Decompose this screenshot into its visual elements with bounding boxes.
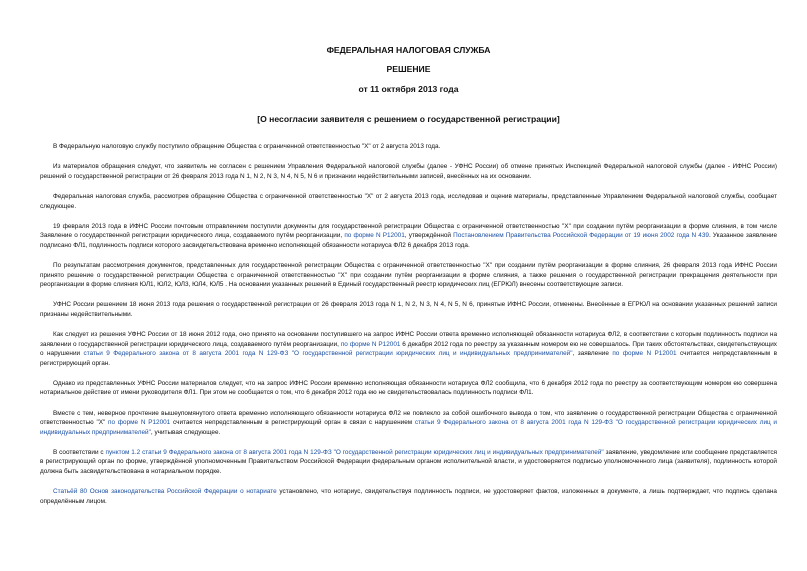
paragraph-11 [40,487,777,506]
paragraph-text: установлено, что нотариус, свидетельствуя подлинность подписи, не удостоверяет фактов, изложенных в документе, а лишь подтверждает, что подпись сделана определённым лицом. [40,488,777,505]
paragraph-text: . Указанное заявление подписано ФЛ1, подлинность подписи которого засвидетельствована временно исполняющей обязанности нотариуса ФЛ2 6 декабря 2013 года. [40,232,778,249]
paragraph-text: считается непредставленным в регистрирующий орган в связи с нарушением [170,419,415,427]
document-date: от 11 октября 2013 года [358,84,459,94]
paragraph-9 [40,409,777,437]
agency-title: ФЕДЕРАЛЬНАЯ НАЛОГОВАЯ СЛУЖБА [326,45,491,55]
paragraph-text: Вместе с тем, неверное прочтение вышеупомянутого ответа временно исполняющего обязанности нотариуса ФЛ2 не повлекло за собой ошибочного вывода о том, что заявление о государственной регистрации Общества с ограниченной ответственностью "Х" [40,409,777,427]
paragraph-text: , заявление [572,350,613,358]
paragraph-3 [40,192,777,211]
paragraph-text: В соответствии с [53,448,106,456]
document-body [40,142,777,506]
document-type: РЕШЕНИЕ [386,64,431,74]
document-subject: [О несогласии заявителя с решением о государственной регистрации] [257,114,560,124]
paragraph-2 [40,162,777,181]
paragraph-1 [40,142,777,151]
paragraph-text: Федеральная налоговая служба, рассмотрев обращение Общества с ограниченной ответственностью "Х" от 2 августа 2013 года, исследовав и оценив материалы, представленные Управлением Федеральной налоговой службы, сообщает следующее. [40,193,777,210]
link-form-r12001[interactable]: по форме N Р12001 [340,340,401,348]
link-law-129fz-article-9-clause-1-2[interactable]: пунктом 1.2 статьи 9 Федерального закона от 8 августа 2001 года N 129-ФЗ "О государственной регистрации юридических лиц и индивидуальных предпринимателей" [105,448,604,456]
paragraph-text: 19 февраля 2013 года в ИФНС России почтовым отправлением поступили документы для государственной регистрации Общества с ограниченной ответственностью "Х" при создании путём реорганизации в форме слияния, в том числе Заявление о государственной регистрации юридического лица, создаваемого путём реорганизации, [40,223,777,240]
paragraph-text: заявление, уведомление или сообщение представляется в регистрирующий орган по форме, утверждённой уполномоченным Правительством Российской Федерации федеральным органом исполнительной власти, и удостоверяется подписью уполномоченного лица (заявителя), подлинность которой должна быть засвидетельствована в нотариальном порядке. [40,448,778,475]
paragraph-text: считается непредставленным в регистрирующий орган. [40,350,777,367]
paragraph-10 [40,448,777,476]
paragraph-text: УФНС России решением 18 июня 2013 года решения о государственной регистрации от 26 февраля 2013 года N 1, N 2, N 3, N 4, N 5, N 6, принятые ИФНС России, отменены. Внесённые в ЕГРЮЛ на основании указанных решений записи признаны недействительными. [40,301,777,318]
paragraph-6 [40,300,777,319]
paragraph-text: Однако из представленных УФНС России материалов следует, что на запрос ИФНС России временно исполняющая обязанности нотариуса ФЛ2 сообщила, что 6 декабря 2012 года по реестру за соответствующим номером ею совершена нотариальное действие от имени руководителя ФЛ1. При этом не сообщается о том, что 6 декабря 2012 года ею не свидетельствовалась подлинность подписи ФЛ1. [40,379,777,397]
paragraph-text: , утверждённой [404,232,454,240]
paragraph-text: , учитывая следующее. [150,428,221,436]
paragraph-text: 6 декабря 2012 года по реестру за указанным номером ею не совершалось. При таких обстоятельствах, свидетельствующих о нарушении [40,340,777,358]
paragraph-text: Из материалов обращения следует, что заявитель не согласен с решением Управления Федеральной налоговой службы (далее - УФНС России) об отмене принятых Инспекцией Федеральной налоговой службы (далее - ИФНС России) решений о государственной регистрации от 26 февраля 2013 года N 1, N 2, N 3, N 4, N 5, N 6 и признании недействительными записей, внесённых на их основании. [40,163,777,180]
paragraph-8 [40,379,777,398]
paragraph-text: По результатам рассмотрения документов, представленных для государственной регистрации Общества с ограниченной ответственностью "Х" при создании путём реорганизации в форме слияния, 26 февраля 2013 года ИФНС России принято решение о государственной регистрации Общества с ограниченной ответственностью "Х" при создании путём реорганизации в форме слияния, а также решения о государственной регистрации прекращения деятельности при реорганизации в форме слияния ЮЛ1, ЮЛ2, ЮЛ3, ЮЛ4, ЮЛ5 . На основании указанных решений в Единый государственный реестр юридических лиц (ЕГРЮЛ) внесены соответствующие записи. [40,262,777,289]
link-notary-law-article-80[interactable]: Статьёй 80 Основ законодательства Российской Федерации о нотариате [53,488,277,496]
link-form-r12001[interactable]: по форме N Р12001 [108,419,171,427]
paragraph-text: В Федеральную налоговую службу поступило обращение Общества с ограниченной ответственностью "Х" от 2 августа 2013 года. [53,143,441,150]
link-form-r12001[interactable]: по форме N Р12001 [344,232,405,240]
link-law-129fz-article-9[interactable]: статьи 9 Федерального закона от 8 августа 2001 года N 129-ФЗ "О государственной регистрации юридических лиц и индивидуальных предпринимателей" [40,419,777,436]
paragraph-7 [40,330,777,368]
link-form-r12001[interactable]: по форме N Р12001 [612,350,677,358]
paragraph-text: Как следует из решения УФНС России от 18 июня 2012 года, оно принято на основании поступившего на запрос ИФНС России ответа временно исполняющей обязанности нотариуса ФЛ2, в соответствии с которым подлинность подписи на заявлении о государственной регистрации юридического лица, создаваемого путём реорганизации, [40,331,777,348]
link-law-129fz-article-9[interactable]: статьи 9 Федерального закона от 8 августа 2001 года N 129-ФЗ "О государственной регистрации юридических лиц и индивидуальных предпринимателей" [83,350,573,358]
link-government-decree-439[interactable]: Постановлением Правительства Российской Федерации от 19 июня 2002 года N 439 [453,232,709,240]
paragraph-4 [40,222,777,250]
paragraph-5 [40,261,777,289]
